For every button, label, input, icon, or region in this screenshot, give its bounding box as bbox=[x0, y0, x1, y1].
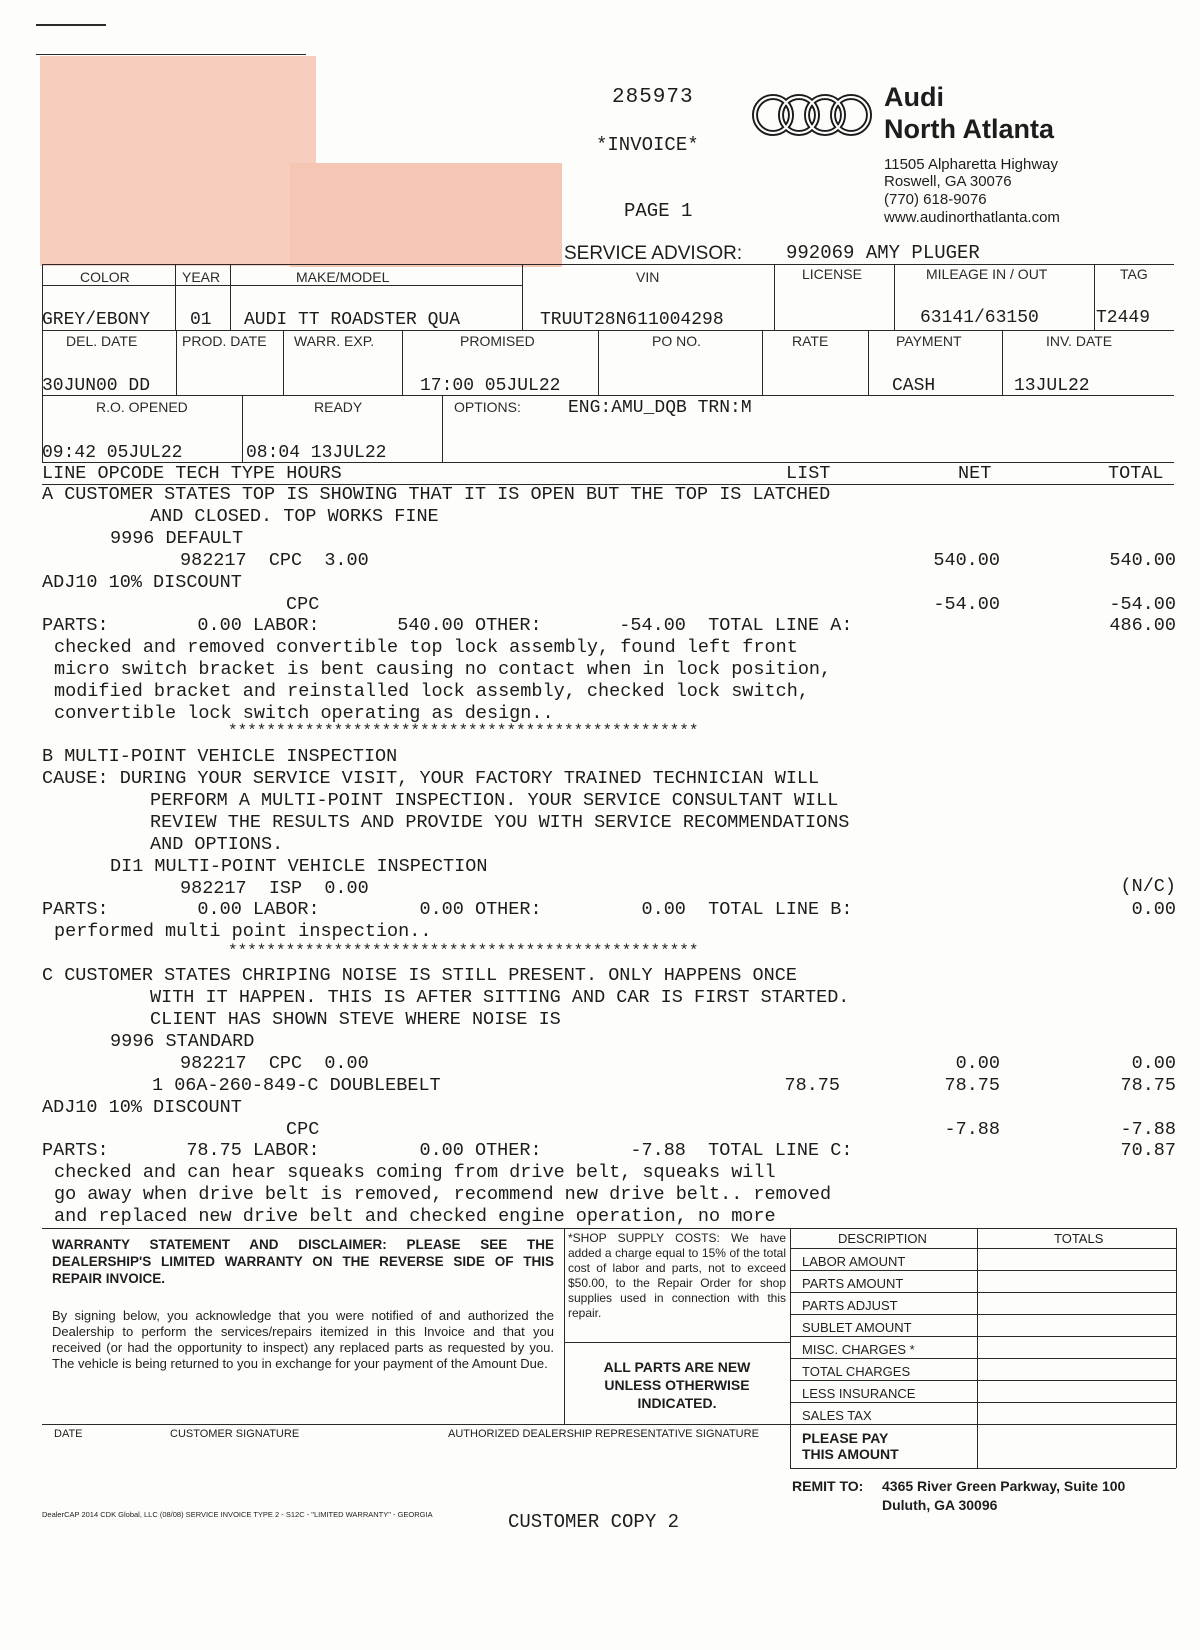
invoice-label: *INVOICE* bbox=[596, 134, 699, 156]
grid-line bbox=[894, 264, 895, 330]
line-a-labor-total: 540.00 bbox=[1109, 550, 1176, 571]
page-label: PAGE 1 bbox=[624, 200, 693, 222]
grid-line bbox=[230, 264, 231, 330]
all-parts-new: ALL PARTS ARE NEW UNLESS OTHERWISE INDICATED. bbox=[603, 1359, 751, 1411]
line-b-opcode: DI1 MULTI-POINT VEHICLE INSPECTION bbox=[110, 856, 488, 877]
separator: ************************************************* bbox=[228, 722, 699, 740]
line-a-note-1: checked and removed convertible top lock assembly, found left front bbox=[54, 637, 798, 658]
please-pay-label: PLEASE PAY THIS AMOUNT bbox=[802, 1430, 899, 1462]
line-c-opcode: 9996 STANDARD bbox=[110, 1031, 255, 1052]
grid-line bbox=[522, 264, 523, 330]
label-make-model: MAKE/MODEL bbox=[296, 269, 390, 285]
vehicle-color: GREY/EBONY bbox=[42, 310, 151, 330]
grid-line bbox=[175, 264, 176, 330]
line-b-labor: 982217 ISP 0.00 bbox=[180, 878, 369, 899]
footer-rule bbox=[42, 1424, 790, 1425]
parts-adjust-label: PARTS ADJUST bbox=[802, 1298, 898, 1313]
line-a-discount-total: -54.00 bbox=[1109, 594, 1176, 615]
vehicle-ready: 08:04 13JUL22 bbox=[246, 443, 387, 463]
line-a-complaint-cont: AND CLOSED. TOP WORKS FINE bbox=[150, 506, 439, 527]
vehicle-payment: CASH bbox=[892, 376, 936, 396]
footer-divider bbox=[790, 1228, 791, 1468]
sublet-amount-label: SUBLET AMOUNT bbox=[802, 1320, 912, 1335]
line-c-part-total: 78.75 bbox=[1120, 1075, 1176, 1096]
warranty-statement: WARRANTY STATEMENT AND DISCLAIMER: PLEASE SEE THE DEALERSHIP'S LIMITED WARRANTY ON THE REVERSE SIDE OF THIS REPAIR INVOICE. bbox=[52, 1237, 554, 1286]
grid-line bbox=[402, 330, 403, 395]
footer-divider bbox=[977, 1228, 978, 1468]
line-a-labor: 982217 CPC 3.00 bbox=[180, 550, 369, 571]
line-c-labor-total: 0.00 bbox=[1131, 1053, 1176, 1074]
totals-row-line bbox=[790, 1424, 1176, 1425]
grid-line bbox=[42, 264, 43, 462]
grid-line bbox=[1002, 330, 1003, 395]
grid-line bbox=[774, 264, 775, 330]
remit-to-line1: 4365 River Green Parkway, Suite 100 bbox=[882, 1478, 1126, 1494]
label-del-date: DEL. DATE bbox=[66, 333, 138, 349]
line-c-complaint-1: C CUSTOMER STATES CHRIPING NOISE IS STILL PRESENT. ONLY HAPPENS ONCE bbox=[42, 965, 797, 986]
totals-row-line bbox=[790, 1336, 1176, 1337]
label-year: YEAR bbox=[182, 269, 221, 285]
vehicle-make-model: AUDI TT ROADSTER QUA bbox=[244, 310, 461, 330]
line-a-labor-net: 540.00 bbox=[933, 550, 1000, 571]
line-c-discount: ADJ10 10% DISCOUNT bbox=[42, 1097, 242, 1118]
totals-row-line bbox=[790, 1314, 1176, 1315]
column-header-list: LIST bbox=[786, 463, 831, 484]
grid-line bbox=[283, 330, 284, 395]
line-c-note-3: and replaced new drive belt and checked engine operation, no more bbox=[54, 1206, 776, 1227]
parts-amount-label: PARTS AMOUNT bbox=[802, 1276, 904, 1291]
label-license: LICENSE bbox=[802, 266, 862, 282]
grid-line bbox=[442, 395, 443, 462]
totals-row-line bbox=[790, 1292, 1176, 1293]
signing-acknowledgement: By signing below, you acknowledge that you were notified of and authorized the Dealership to perform the services/repairs itemized in this Invoice and that you received (or had the opportunity to inspect) any replaced parts as requested by you. The vehicle is being returned to you in exchange for your payment of the Amount Due. bbox=[52, 1308, 554, 1371]
line-a-discount-type: CPC bbox=[286, 594, 320, 615]
totals-description-header: DESCRIPTION bbox=[838, 1231, 927, 1246]
label-options: OPTIONS: bbox=[454, 399, 521, 415]
top-left-mark-2 bbox=[36, 54, 306, 55]
grid-line bbox=[42, 264, 1174, 265]
service-advisor-label: SERVICE ADVISOR: bbox=[564, 243, 743, 264]
grid-line bbox=[598, 330, 599, 395]
label-tag: TAG bbox=[1120, 266, 1148, 282]
grid-line bbox=[42, 285, 522, 286]
line-c-labor: 982217 CPC 0.00 bbox=[180, 1053, 369, 1074]
line-c-part: 1 06A-260-849-C DOUBLEBELT bbox=[152, 1075, 441, 1096]
line-b-cause-3: REVIEW THE RESULTS AND PROVIDE YOU WITH SERVICE RECOMMENDATIONS bbox=[150, 812, 850, 833]
dealer-name-line1: Audi bbox=[884, 82, 944, 112]
line-b-note: performed multi point inspection.. bbox=[54, 921, 432, 942]
column-header-net: NET bbox=[958, 463, 992, 484]
totals-row-line bbox=[790, 1380, 1176, 1381]
vehicle-tag: T2449 bbox=[1096, 308, 1151, 328]
grid-line bbox=[1094, 264, 1095, 330]
vehicle-vin: TRUUT28N611004298 bbox=[540, 310, 724, 330]
line-c-part-list: 78.75 bbox=[784, 1075, 840, 1096]
footer-top-rule bbox=[42, 1228, 1177, 1229]
vehicle-mileage: 63141/63150 bbox=[920, 308, 1039, 328]
totals-row-line bbox=[790, 1402, 1176, 1403]
line-c-discount-type: CPC bbox=[286, 1119, 320, 1140]
grid-line bbox=[42, 330, 1174, 331]
line-c-note-2: go away when drive belt is removed, recommend new drive belt.. removed bbox=[54, 1184, 832, 1205]
label-mileage: MILEAGE IN / OUT bbox=[926, 266, 1048, 282]
line-b-cause-2: PERFORM A MULTI-POINT INSPECTION. YOUR SERVICE CONSULTANT WILL bbox=[150, 790, 839, 811]
line-b-summary: PARTS: 0.00 LABOR: 0.00 OTHER: 0.00 TOTAL LINE B: bbox=[42, 899, 853, 920]
invoice-number: 285973 bbox=[612, 86, 694, 109]
line-c-summary: PARTS: 78.75 LABOR: 0.00 OTHER: -7.88 TOTAL LINE C: bbox=[42, 1140, 853, 1161]
vehicle-options: ENG:AMU_DQB TRN:M bbox=[568, 398, 752, 418]
remit-to-label: REMIT TO: bbox=[792, 1478, 864, 1494]
label-inv-date: INV. DATE bbox=[1046, 333, 1113, 349]
dealer-phone: (770) 618-9076 bbox=[884, 191, 987, 208]
grid-line bbox=[762, 330, 763, 395]
dealer-name-line2: North Atlanta bbox=[884, 114, 1054, 144]
line-b-title: B MULTI-POINT VEHICLE INSPECTION bbox=[42, 746, 398, 767]
dealer-website: www.audinorthatlanta.com bbox=[884, 209, 1060, 226]
remit-to-line2: Duluth, GA 30096 bbox=[882, 1497, 998, 1513]
redacted-customer-info-2 bbox=[290, 163, 562, 267]
grid-line bbox=[176, 330, 177, 395]
line-a-opcode: 9996 DEFAULT bbox=[110, 528, 244, 549]
line-a-note-4: convertible lock switch operating as design.. bbox=[54, 703, 554, 724]
totals-row-line bbox=[790, 1248, 1176, 1249]
label-vin: VIN bbox=[636, 269, 660, 285]
label-payment: PAYMENT bbox=[896, 333, 962, 349]
dealer-address-line1: 11505 Alpharetta Highway bbox=[884, 156, 1059, 173]
vehicle-promised: 17:00 05JUL22 bbox=[420, 376, 561, 396]
label-po-no: PO NO. bbox=[652, 333, 702, 349]
line-a-complaint: A CUSTOMER STATES TOP IS SHOWING THAT IT IS OPEN BUT THE TOP IS LATCHED bbox=[42, 484, 831, 505]
vehicle-ro-opened: 09:42 05JUL22 bbox=[42, 443, 183, 463]
totals-header: TOTALS bbox=[1054, 1231, 1104, 1246]
vehicle-inv-date: 13JUL22 bbox=[1014, 376, 1090, 396]
label-color: COLOR bbox=[80, 269, 130, 285]
line-c-part-net: 78.75 bbox=[944, 1075, 1000, 1096]
column-header-left: LINE OPCODE TECH TYPE HOURS bbox=[42, 463, 342, 484]
line-a-note-2: micro switch bracket is bent causing no contact when in lock position, bbox=[54, 659, 832, 680]
label-ro-opened: R.O. OPENED bbox=[96, 399, 188, 415]
totals-row-line bbox=[790, 1270, 1176, 1271]
date-label: DATE bbox=[54, 1428, 83, 1440]
vehicle-year: 01 bbox=[190, 310, 212, 330]
dealer-address-line2: Roswell, GA 30076 bbox=[884, 173, 1012, 190]
label-warr-exp: WARR. EXP. bbox=[294, 333, 375, 349]
line-c-note-1: checked and can hear squeaks coming from drive belt, squeaks will bbox=[54, 1162, 776, 1183]
misc-charges-label: MISC. CHARGES * bbox=[802, 1342, 915, 1357]
customer-copy-label: CUSTOMER COPY 2 bbox=[508, 1511, 680, 1533]
line-a-discount: ADJ10 10% DISCOUNT bbox=[42, 572, 242, 593]
line-b-no-charge: (N/C) bbox=[1120, 876, 1176, 897]
line-a-summary: PARTS: 0.00 LABOR: 540.00 OTHER: -54.00 TOTAL LINE A: bbox=[42, 615, 853, 636]
label-prod-date: PROD. DATE bbox=[182, 333, 267, 349]
line-c-discount-total: -7.88 bbox=[1120, 1119, 1176, 1140]
column-header-total: TOTAL bbox=[1108, 463, 1164, 484]
total-charges-label: TOTAL CHARGES bbox=[802, 1364, 911, 1379]
footer-rule bbox=[564, 1342, 790, 1343]
line-b-total: 0.00 bbox=[1131, 899, 1176, 920]
grid-line bbox=[242, 395, 243, 462]
line-c-discount-net: -7.88 bbox=[944, 1119, 1000, 1140]
line-c-total: 70.87 bbox=[1120, 1140, 1176, 1161]
sales-tax-label: SALES TAX bbox=[802, 1408, 872, 1423]
line-b-cause-1: CAUSE: DURING YOUR SERVICE VISIT, YOUR FACTORY TRAINED TECHNICIAN WILL bbox=[42, 768, 820, 789]
label-promised: PROMISED bbox=[460, 333, 535, 349]
grid-line bbox=[868, 330, 869, 395]
shop-supply-costs: *SHOP SUPPLY COSTS: We have added a charge equal to 15% of the total cost of labor and parts, not to exceed $50.00, to the Repair Order for shop supplies used in connection with this repair. bbox=[568, 1231, 786, 1320]
grid-line bbox=[42, 395, 1174, 396]
label-ready: READY bbox=[314, 399, 363, 415]
line-a-note-3: modified bracket and reinstalled lock assembly, checked lock switch, bbox=[54, 681, 809, 702]
line-c-labor-net: 0.00 bbox=[955, 1053, 1000, 1074]
less-insurance-label: LESS INSURANCE bbox=[802, 1386, 916, 1401]
service-advisor-value: 992069 AMY PLUGER bbox=[786, 242, 980, 264]
line-a-discount-net: -54.00 bbox=[933, 594, 1000, 615]
footer-rule bbox=[790, 1468, 1176, 1469]
form-identifier: DealerCAP 2014 CDK Global, LLC (08/08) SERVICE INVOICE TYPE 2 - S12C - "LIMITED WARRANTY" - GEORGIA bbox=[42, 1510, 433, 1519]
labor-amount-label: LABOR AMOUNT bbox=[802, 1254, 906, 1269]
line-c-complaint-2: WITH IT HAPPEN. THIS IS AFTER SITTING AND CAR IS FIRST STARTED. bbox=[150, 987, 850, 1008]
line-b-cause-4: AND OPTIONS. bbox=[150, 834, 284, 855]
line-c-complaint-3: CLIENT HAS SHOWN STEVE WHERE NOISE IS bbox=[150, 1009, 561, 1030]
line-a-total: 486.00 bbox=[1109, 615, 1176, 636]
separator: ************************************************* bbox=[228, 942, 699, 960]
footer-divider bbox=[1176, 1228, 1177, 1468]
vehicle-del-date: 30JUN00 DD bbox=[42, 376, 151, 396]
label-rate: RATE bbox=[792, 333, 829, 349]
redacted-customer-info bbox=[40, 56, 316, 266]
top-left-mark bbox=[36, 24, 106, 26]
customer-signature-label: CUSTOMER SIGNATURE bbox=[170, 1428, 300, 1440]
footer-divider bbox=[564, 1228, 565, 1424]
audi-rings-logo bbox=[750, 92, 874, 138]
totals-row-line bbox=[790, 1358, 1176, 1359]
rep-signature-label: AUTHORIZED DEALERSHIP REPRESENTATIVE SIGNATURE bbox=[448, 1428, 759, 1440]
